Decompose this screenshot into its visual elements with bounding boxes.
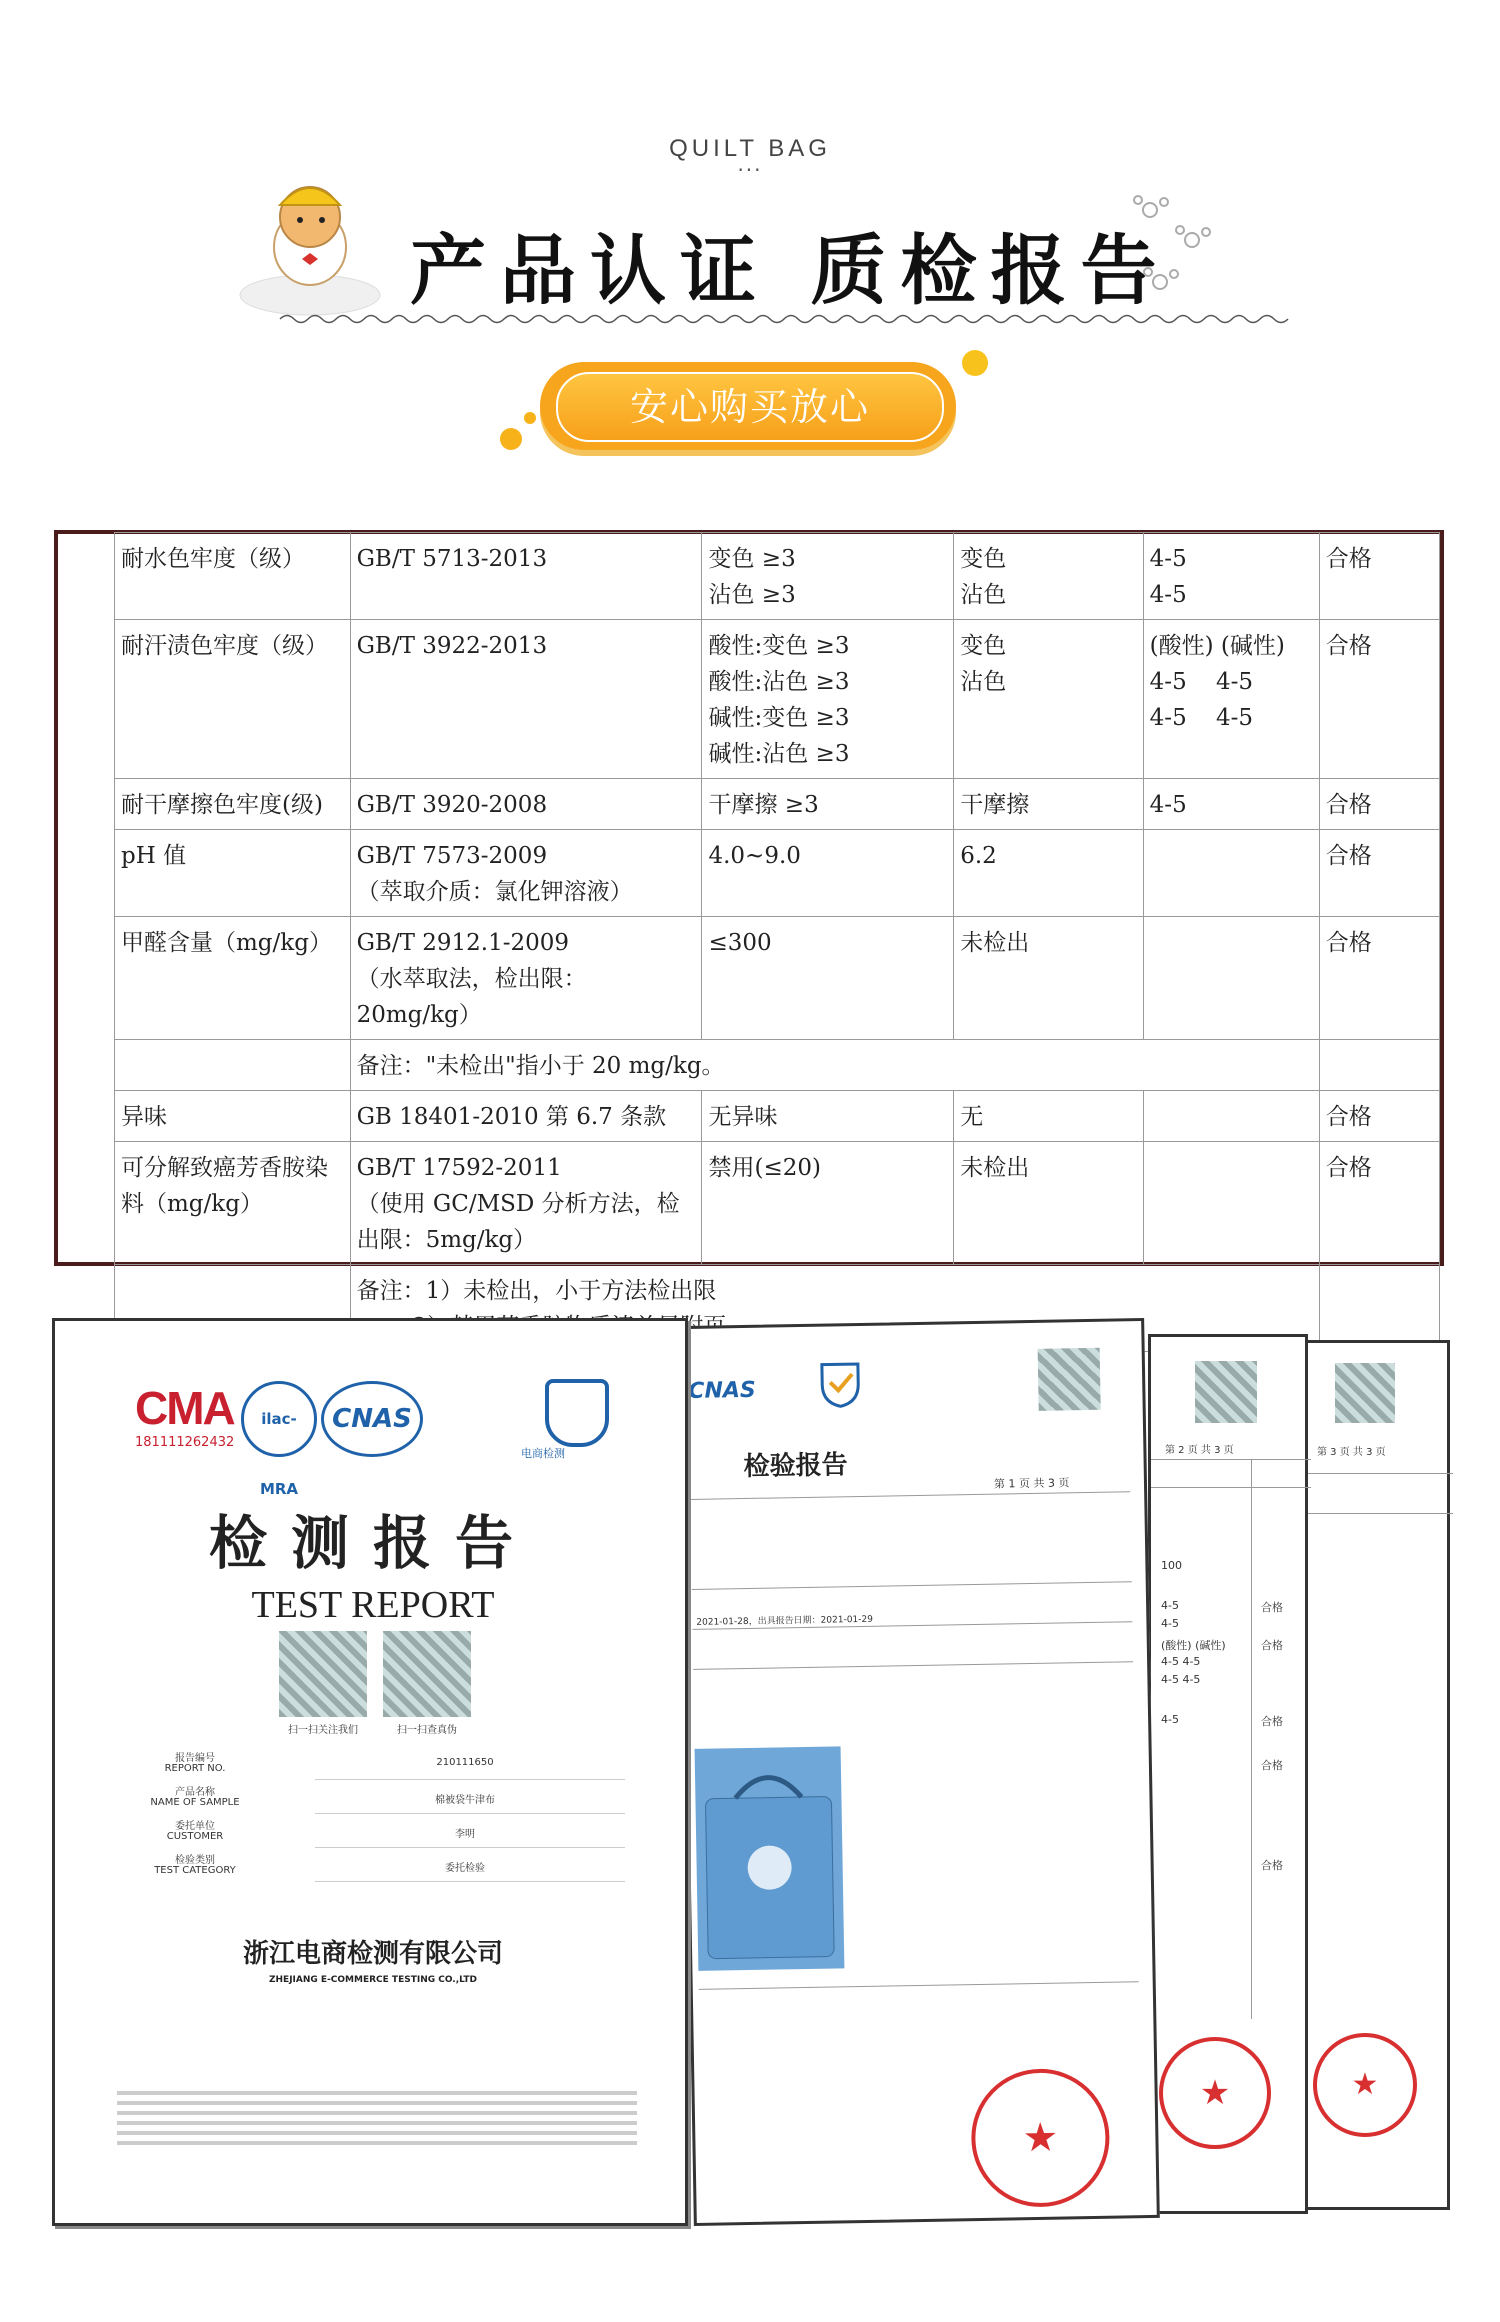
field-label: 报告编号 — [175, 1753, 215, 1764]
field-label-en: TEST CATEGORY — [154, 1865, 236, 1876]
sheet-title: 检验报告 — [743, 1450, 848, 1483]
verdict: 合格 — [1319, 620, 1439, 779]
result-value-line: (酸性) (碱性) — [1149, 633, 1285, 659]
table-row — [115, 533, 1440, 620]
verdict: 合格 — [1319, 1142, 1439, 1265]
result-label-line: 无 — [960, 1104, 984, 1130]
result-value — [1143, 1091, 1319, 1142]
test-standard — [350, 830, 702, 917]
standard-method: （萃取介质：氯化钾溶液） — [356, 879, 633, 905]
standard-code: GB/T 3920-2008 — [356, 792, 548, 818]
standard-code: GB/T 7573-2009 — [356, 843, 548, 869]
field-label: 产品名称 — [175, 1787, 215, 1798]
qr-code-icon — [1038, 1348, 1101, 1411]
result-value — [1143, 830, 1319, 917]
requirement-line: 沾色 ≥3 — [708, 582, 796, 608]
test-item: 耐干摩擦色牢度(级) — [115, 779, 351, 830]
field-label-en: CUSTOMER — [166, 1831, 224, 1842]
test-standard — [350, 620, 702, 779]
result-label-line: 干摩擦 — [960, 792, 1030, 818]
quilt-bag-icon — [695, 1746, 845, 1971]
qr-code-icon — [1335, 1363, 1395, 1423]
title-dots: ··· — [737, 158, 763, 182]
report-title-en: TEST REPORT — [251, 1584, 495, 1626]
result-label — [954, 1091, 1143, 1142]
paw-print-icon — [1130, 190, 1220, 310]
page-number: 第 1 页 共 3 页 — [993, 1476, 1070, 1491]
result-value — [1143, 1142, 1319, 1265]
result-value: 100 — [1161, 1559, 1182, 1572]
table-row — [115, 917, 1440, 1040]
standard-code: GB/T 5713-2013 — [356, 546, 548, 572]
verdict: 合格 — [1319, 1091, 1439, 1142]
test-report-cover — [52, 1318, 688, 2226]
result-value: 4-5 — [1161, 1617, 1179, 1630]
result-label — [954, 1142, 1143, 1265]
test-standard — [350, 533, 702, 620]
requirement — [702, 779, 954, 830]
company-name-en: ZHEJIANG E-COMMERCE TESTING CO.,LTD — [269, 1975, 477, 1985]
report-page-2 — [1148, 1334, 1308, 2214]
result-label-line: 变色 — [960, 633, 1007, 659]
wave-divider — [280, 312, 1220, 326]
verdict: 合格 — [1261, 1715, 1283, 1728]
result-label — [954, 533, 1143, 620]
requirement-line: 变色 ≥3 — [708, 546, 796, 572]
decor-dot — [962, 350, 988, 376]
field-value: 委托检验 — [445, 1863, 485, 1874]
requirement-line: 禁用(≤20) — [708, 1155, 821, 1181]
result-value — [1143, 779, 1319, 830]
standard-code: GB 18401-2010 第 6.7 条款 — [356, 1104, 667, 1130]
test-standard — [350, 779, 702, 830]
note — [350, 1040, 1319, 1091]
requirement-line: 酸性:沾色 ≥3 — [708, 669, 850, 695]
shield-label: 电商检测 — [521, 1447, 565, 1460]
qr-code-icon — [279, 1631, 367, 1717]
result-value-line: 4-5 4-5 — [1149, 705, 1253, 731]
cma-logo: CMA — [135, 1382, 234, 1434]
official-stamp: ★ — [1313, 2033, 1417, 2137]
results-table — [114, 532, 1440, 1352]
standard-code: GB/T 3922-2013 — [356, 633, 548, 659]
requirement — [702, 1142, 954, 1265]
report-page-3 — [1304, 1340, 1450, 2210]
test-item: 耐汗渍色牢度（级） — [115, 620, 351, 779]
field-label-en: NAME OF SAMPLE — [150, 1797, 240, 1808]
field-label: 委托单位 — [175, 1821, 215, 1832]
qr-code-icon — [1195, 1361, 1257, 1423]
date-line: 2021-01-28，出具报告日期：2021-01-29 — [696, 1614, 874, 1628]
note-line: 备注："未检出"指小于 20 mg/kg。 — [356, 1053, 725, 1079]
result-value: 4-5 4-5 — [1161, 1673, 1201, 1686]
cnas-logo: CNAS — [688, 1377, 756, 1404]
test-item: 甲醛含量（mg/kg） — [115, 917, 351, 1040]
result-label-line: 沾色 — [960, 669, 1007, 695]
verdict: 合格 — [1261, 1639, 1283, 1652]
test-item: pH 值 — [115, 830, 351, 917]
product-photo — [695, 1746, 845, 1971]
test-result-table — [54, 530, 1444, 1304]
decor-dot — [524, 412, 536, 424]
verdict: 合格 — [1261, 1601, 1283, 1614]
field-value: 棉被袋牛津布 — [435, 1795, 495, 1806]
report-title-cn: 检测报告 — [208, 1509, 537, 1577]
cnas-logo: CNAS — [321, 1381, 423, 1457]
requirement-line: 酸性:变色 ≥3 — [708, 633, 850, 659]
ilac-logo: ilac-MRA — [241, 1381, 317, 1457]
result-value-line: 4-5 4-5 — [1149, 669, 1253, 695]
result-value-line: 4-5 — [1149, 792, 1187, 818]
verdict: 合格 — [1319, 779, 1439, 830]
test-standard — [350, 917, 702, 1040]
table-row — [115, 1142, 1440, 1265]
requirement — [702, 533, 954, 620]
test-item: 可分解致癌芳香胺染料（mg/kg） — [115, 1142, 351, 1265]
note-line: 备注：1）未检出，小于方法检出限 — [356, 1278, 717, 1304]
result-label — [954, 830, 1143, 917]
cma-number: 181111262432 — [135, 1435, 235, 1450]
requirement — [702, 1091, 954, 1142]
verdict: 合格 — [1319, 917, 1439, 1040]
result-value: 4-5 — [1161, 1599, 1179, 1612]
test-standard — [350, 1142, 702, 1265]
official-stamp: ★ — [1159, 2037, 1271, 2149]
result-value: (酸性) (碱性) — [1161, 1639, 1226, 1652]
requirement-line: 4.0~9.0 — [708, 843, 801, 869]
standard-method: （使用 GC/MSD 分析方法，检出限：5mg/kg） — [356, 1191, 680, 1253]
test-item: 耐水色牢度（级） — [115, 533, 351, 620]
result-value-line: 4-5 — [1149, 546, 1187, 572]
test-item: 异味 — [115, 1091, 351, 1142]
shield-logo-icon — [818, 1360, 863, 1409]
banner-label: 安心购买放心 — [556, 372, 944, 442]
qr-caption: 扫一扫关注我们 — [288, 1725, 358, 1736]
verdict: 合格 — [1319, 533, 1439, 620]
result-label-line: 6.2 — [960, 843, 997, 869]
result-label-line: 变色 — [960, 546, 1007, 572]
field-value: 210111650 — [436, 1757, 494, 1768]
result-value — [1143, 533, 1319, 620]
mascot-dog-icon — [240, 165, 390, 325]
result-label — [954, 779, 1143, 830]
decor-dot — [500, 428, 522, 450]
requirement-line: ≤300 — [708, 930, 772, 956]
result-value: 4-5 — [1161, 1713, 1179, 1726]
result-value: 4-5 4-5 — [1161, 1655, 1201, 1668]
report-page-1 — [678, 1318, 1160, 2226]
verdict: 合格 — [1261, 1859, 1283, 1872]
requirement — [702, 830, 954, 917]
field-value: 李明 — [455, 1829, 475, 1840]
result-value-line: 4-5 — [1149, 582, 1187, 608]
table-row — [115, 620, 1440, 779]
result-label-line: 未检出 — [960, 930, 1030, 956]
table-row — [115, 1091, 1440, 1142]
page-number: 第 3 页 共 3 页 — [1317, 1447, 1386, 1458]
requirement-line: 干摩擦 ≥3 — [708, 792, 819, 818]
result-label-line: 未检出 — [960, 1155, 1030, 1181]
field-label: 检验类别 — [175, 1855, 215, 1866]
page-title: 产品认证 质检报告 — [410, 226, 1171, 315]
table-row — [115, 830, 1440, 917]
verdict: 合格 — [1261, 1759, 1283, 1772]
standard-code: GB/T 17592-2011 — [356, 1155, 562, 1181]
qr-code-icon — [383, 1631, 471, 1717]
result-label — [954, 620, 1143, 779]
requirement-line: 无异味 — [708, 1104, 778, 1130]
section-eng-title: QUILT BAG — [669, 135, 831, 162]
result-value — [1143, 917, 1319, 1040]
requirement — [702, 917, 954, 1040]
result-label — [954, 917, 1143, 1040]
official-stamp: ★ — [970, 2068, 1110, 2208]
requirement-line: 碱性:变色 ≥3 — [708, 705, 850, 731]
verdict: 合格 — [1319, 830, 1439, 917]
standard-code: GB/T 2912.1-2009 — [356, 930, 570, 956]
qr-caption: 扫一扫查真伪 — [397, 1725, 457, 1736]
result-value — [1143, 620, 1319, 779]
result-label-line: 沾色 — [960, 582, 1007, 608]
note-row — [115, 1040, 1440, 1091]
test-standard — [350, 1091, 702, 1142]
page-number: 第 2 页 共 3 页 — [1165, 1445, 1234, 1456]
company-name: 浙江电商检测有限公司 — [242, 1939, 503, 1969]
shield-logo-icon — [545, 1379, 609, 1447]
field-label-en: REPORT NO. — [164, 1763, 226, 1774]
table-row — [115, 779, 1440, 830]
requirement — [702, 620, 954, 779]
requirement-line: 碱性:沾色 ≥3 — [708, 741, 850, 767]
standard-method: （水萃取法，检出限：20mg/kg） — [356, 966, 587, 1028]
